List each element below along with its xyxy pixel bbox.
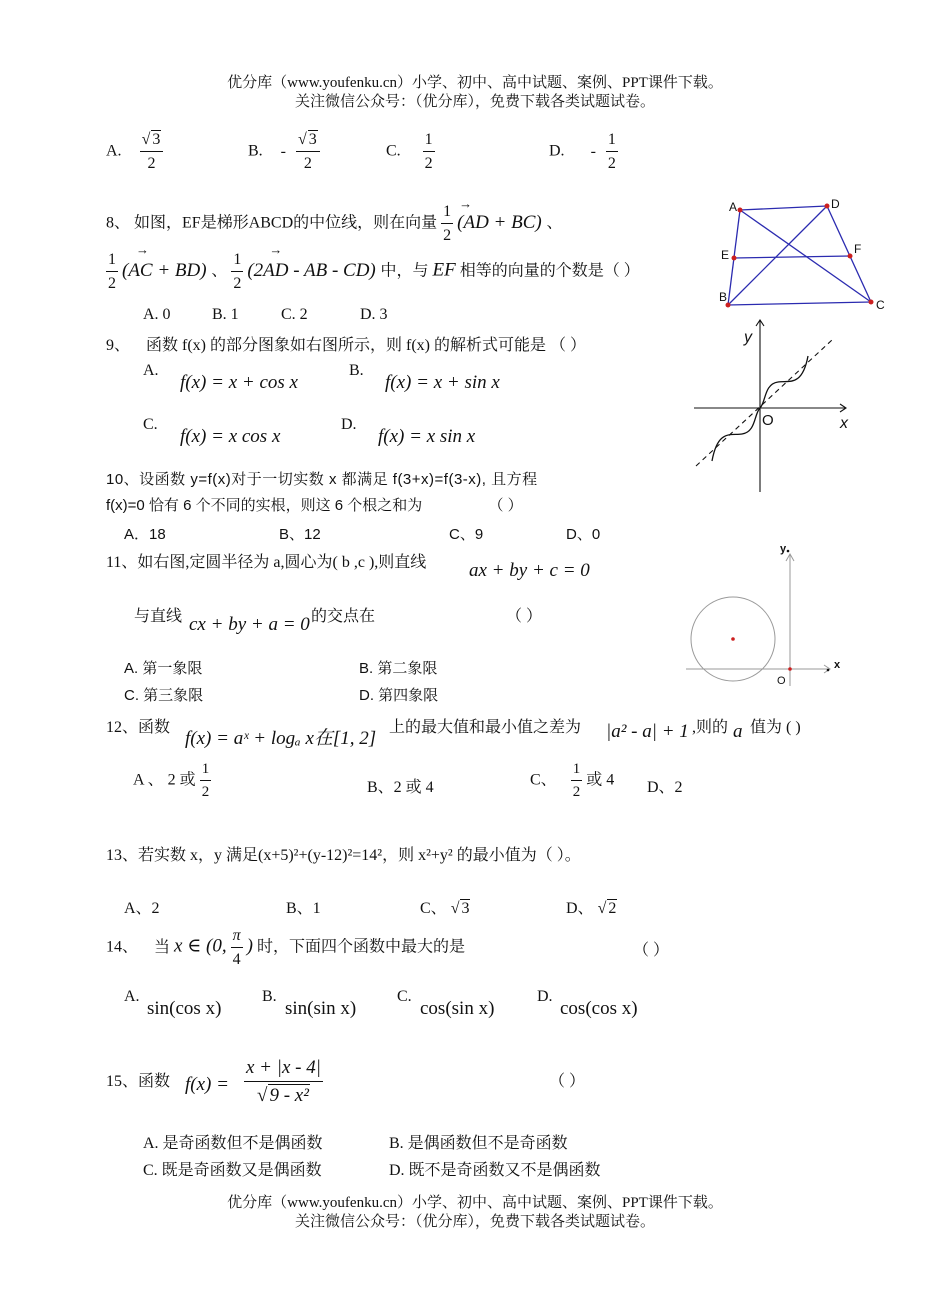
q8-option-a: A. 0 (143, 306, 171, 323)
interval-expression: x ∈ (0, (174, 935, 227, 957)
origin-label: O (762, 412, 774, 429)
half-fraction (441, 204, 453, 244)
q15-option-a: A. 是奇函数但不是偶函数 (143, 1135, 323, 1152)
q15-option-b: B. 是偶函数但不是奇函数 (389, 1135, 568, 1152)
denominator: 2 (607, 155, 616, 172)
q9-option-d-label: D. (341, 416, 357, 433)
question-text: 如图，EF是梯形ABCD的中位线，则在向量 (134, 214, 438, 232)
footer-line-2: 关注微信公众号：（优分库），免费下载各类试题试卷。 (294, 1214, 655, 1230)
point-d (825, 204, 830, 209)
page-footer (0, 1194, 950, 1232)
fraction (200, 762, 212, 800)
midline-ef (734, 256, 850, 258)
answer-paren: （ ） (488, 497, 523, 514)
q9-option-b-label: B. (349, 362, 364, 379)
denominator: 2 (424, 155, 433, 172)
vector-text: (AC + BD) (122, 259, 207, 281)
numerator: 3 (152, 131, 161, 148)
q15-number: 15、函数 (106, 1073, 171, 1090)
fraction (244, 1058, 323, 1105)
numerator: 1 (423, 132, 435, 152)
denominator: 2 (108, 275, 116, 292)
q12-option-d: D、2 (647, 779, 683, 796)
half-fraction (106, 252, 118, 292)
circle-center-point (731, 637, 735, 641)
q11-equation-1: ax + by + c = 0 (469, 560, 590, 581)
q12-a-variable: a (733, 721, 743, 742)
q8-option-b: B. 1 (212, 306, 239, 323)
fraction: $\frac{√ 3}{2}$ (296, 132, 320, 172)
radicand: 2 (608, 900, 617, 917)
q7-option-b (248, 132, 320, 172)
label-c: C (876, 298, 885, 312)
vector-arrow-icon: → (269, 241, 283, 257)
label-a: A (729, 200, 738, 214)
point-a (738, 208, 743, 213)
point-f (848, 254, 853, 259)
sqrt-expression: √ 3 (450, 900, 470, 917)
interval-close: ) (246, 935, 253, 957)
minus-sign: - (280, 142, 286, 160)
denominator: 2 (147, 155, 156, 172)
fraction (571, 762, 583, 800)
q14-option-d-expr: cos(cos x) (560, 998, 638, 1019)
numerator: 1 (106, 252, 118, 272)
y-label-dot (787, 550, 790, 553)
label-d: D (831, 197, 840, 211)
denominator: 2 (572, 784, 581, 800)
numerator: 1 (571, 762, 583, 781)
q10-line-2 (106, 494, 523, 515)
q12-option-a (133, 762, 211, 800)
separator: 、 (211, 262, 228, 280)
x-label-dot (827, 669, 830, 672)
vector-expression (457, 195, 546, 233)
q11-answer-paren: （ ） (506, 608, 543, 625)
label-e: E (721, 248, 730, 262)
q7-option-d (549, 132, 618, 172)
half-fraction (231, 252, 243, 292)
q14-option-c-expr: cos(sin x) (420, 998, 495, 1019)
q15-option-d: D. 既不是奇函数又不是偶函数 (389, 1162, 601, 1179)
vector-text: (AD + BC) (457, 211, 542, 233)
option-label: C、 (530, 771, 557, 789)
q11-line-2-prefix: 与直线 (134, 608, 183, 625)
circle-figure (684, 540, 850, 692)
q8-line-2 (106, 241, 640, 292)
pi-over-four (231, 928, 243, 968)
origin-point (788, 667, 792, 671)
vector-expression (247, 241, 380, 281)
q14-option-b-label: B. (262, 988, 277, 1005)
footer-line-1: 优分库（www.youfenku.cn）小学、初中、高中试题、案例、PPT课件下载。 (227, 1195, 723, 1211)
q12-text-2: ,则的 (692, 719, 729, 736)
q10-option-c: C、9 (449, 526, 484, 543)
numerator: 1 (200, 762, 212, 781)
q14-option-a-expr: sin(cos x) (147, 998, 222, 1019)
q9-option-c-expr: f(x) = x cos x (180, 426, 281, 447)
denominator: 2 (201, 784, 210, 800)
q12-abs-expression: |a² - a| + 1 (606, 721, 689, 742)
q14-option-b-expr: sin(sin x) (285, 998, 357, 1019)
vector-expression (122, 241, 211, 281)
q12-option-c (530, 762, 614, 800)
numerator: x + |x - 4| (244, 1058, 323, 1082)
option-text: 或 4 (586, 771, 615, 789)
fraction (423, 132, 435, 172)
question-text: 中，与 (380, 262, 429, 280)
q14-stem (106, 928, 465, 968)
vector-arrow-icon: → (459, 195, 473, 211)
question-text: 函数 f(x) 的部分图象如右图所示，则 f(x) 的解析式可能是 （ ） (146, 337, 586, 354)
edge-bc (728, 302, 871, 305)
denominator: 2 (303, 155, 312, 172)
numerator: 3 (308, 131, 317, 148)
q11-line-2-suffix: 的交点在 (311, 608, 376, 625)
option-label: B. (248, 142, 263, 160)
q9-option-a-expr: f(x) = x + cos x (180, 372, 298, 393)
minus-sign: - (590, 142, 596, 160)
q12-expression: f(x) = aˣ + logₐ x在[1, 2] (185, 728, 377, 749)
q12-text-3: 值为 ( ) (750, 719, 801, 736)
q13-stem: 13、若实数 x，y 满足(x+5)²+(y-12)²=14²，则 x²+y² 的最小值为（ ）。 (106, 847, 581, 864)
q10-line-1: 10、设函数 y=f(x)对于一切实数 x 都满足 f(3+x)=f(3-x), 且方程 (106, 471, 538, 488)
q9-option-a-label: A. (143, 362, 159, 379)
vector-arrow-icon: → (136, 241, 149, 257)
page-header (0, 74, 950, 112)
q14-option-d-label: D. (537, 988, 553, 1005)
radicand: 3 (461, 900, 470, 917)
q13-option-d (566, 895, 617, 918)
q11-option-d: D. 第四象限 (359, 687, 439, 704)
y-axis-label: y (744, 329, 752, 346)
radicand: 9 - x² (269, 1085, 309, 1106)
q15-fraction (244, 1058, 323, 1105)
numerator: π (231, 928, 243, 948)
numerator: 1 (441, 204, 453, 224)
q8-line-1 (106, 195, 563, 244)
q9-option-d-expr: f(x) = x sin x (378, 426, 476, 447)
denominator: 4 (232, 951, 241, 968)
q14-answer-paren: （ ） (633, 942, 670, 959)
q10-option-a: A．18 (124, 526, 166, 543)
question-text: 时，下面四个函数中最大的是 (256, 938, 465, 956)
question-number: 9、 (106, 337, 131, 354)
origin-label: O (777, 675, 786, 687)
q8-option-d: D. 3 (360, 306, 388, 323)
q11-equation-2: cx + by + a = 0 (189, 614, 310, 635)
q12-number: 12、函数 (106, 719, 171, 736)
q10-option-d: D、0 (566, 526, 601, 543)
q7-option-c (386, 132, 435, 172)
point-c (869, 300, 874, 305)
function-graph (690, 316, 855, 496)
q11-option-b: B. 第二象限 (359, 660, 438, 677)
question-text: f(x)=0 恰有 6 个不同的实根，则这 6 个根之和为 (106, 497, 423, 514)
question-number: 8、 (106, 214, 131, 232)
denominator: 2 (443, 227, 452, 244)
q12-option-b: B、2 或 4 (367, 779, 434, 796)
q12-text: 上的最大值和最小值之差为 (389, 719, 582, 736)
option-label: C、 (420, 900, 447, 917)
denominator: 2 (233, 275, 242, 292)
denominator: √ 9 - x² (257, 1085, 309, 1106)
label-f: F (854, 242, 862, 256)
edge-ad (740, 206, 827, 210)
sqrt-expression: √ 2 (597, 900, 617, 917)
q14-option-a-label: A. (124, 988, 140, 1005)
question-text: 当 (154, 938, 171, 956)
x-axis-label: x (834, 659, 841, 671)
q8-option-c: C. 2 (281, 306, 308, 323)
vector-text: (2AD - AB - CD) (247, 259, 376, 281)
trapezoid-figure (716, 194, 896, 318)
q15-answer-paren: （ ） (549, 1073, 586, 1090)
question-text: 相等的向量的个数是（ ） (459, 262, 640, 280)
q11-option-c: C. 第三象限 (124, 687, 204, 704)
option-label: C. (386, 142, 401, 160)
option-label: A. (106, 142, 122, 160)
q15-lhs: f(x) = (185, 1074, 229, 1095)
q13-option-b: B、1 (286, 900, 321, 917)
ef-vector: EF (432, 259, 456, 281)
q10-option-b: B、12 (279, 526, 321, 543)
fraction (606, 132, 618, 172)
header-line-1: 优分库（www.youfenku.cn）小学、初中、高中试题、案例、PPT课件下载。 (227, 75, 723, 91)
option-label: D、 (566, 900, 594, 917)
separator: 、 (546, 214, 563, 232)
option-label: D. (549, 142, 565, 160)
q7-option-a (106, 132, 163, 172)
header-line-2: 关注微信公众号：（优分库），免费下载各类试题试卷。 (294, 94, 655, 110)
q15-option-c: C. 既是奇函数又是偶函数 (143, 1162, 322, 1179)
x-axis-label: x (840, 415, 848, 432)
q13-option-a: A、2 (124, 900, 160, 917)
numerator: 1 (231, 252, 243, 272)
point-e (732, 256, 737, 261)
option-text: A 、 2 或 (133, 771, 196, 789)
y-axis-label: y (780, 543, 787, 555)
q14-option-c-label: C. (397, 988, 412, 1005)
q13-option-c (420, 895, 470, 918)
diagonal-bd (728, 206, 827, 305)
q11-option-a: A. 第一象限 (124, 660, 203, 677)
q9-option-c-label: C. (143, 416, 158, 433)
question-number: 14、 (106, 938, 139, 956)
fraction: $\frac{√ 3}{2}$ (140, 132, 164, 172)
q9-stem (106, 332, 586, 355)
q11-line-1: 11、如右图,定圆半径为 a,圆心为( b ,c ),则直线 (106, 554, 427, 571)
numerator: 1 (606, 132, 618, 152)
q9-option-b-expr: f(x) = x + sin x (385, 372, 500, 393)
label-b: B (719, 290, 728, 304)
